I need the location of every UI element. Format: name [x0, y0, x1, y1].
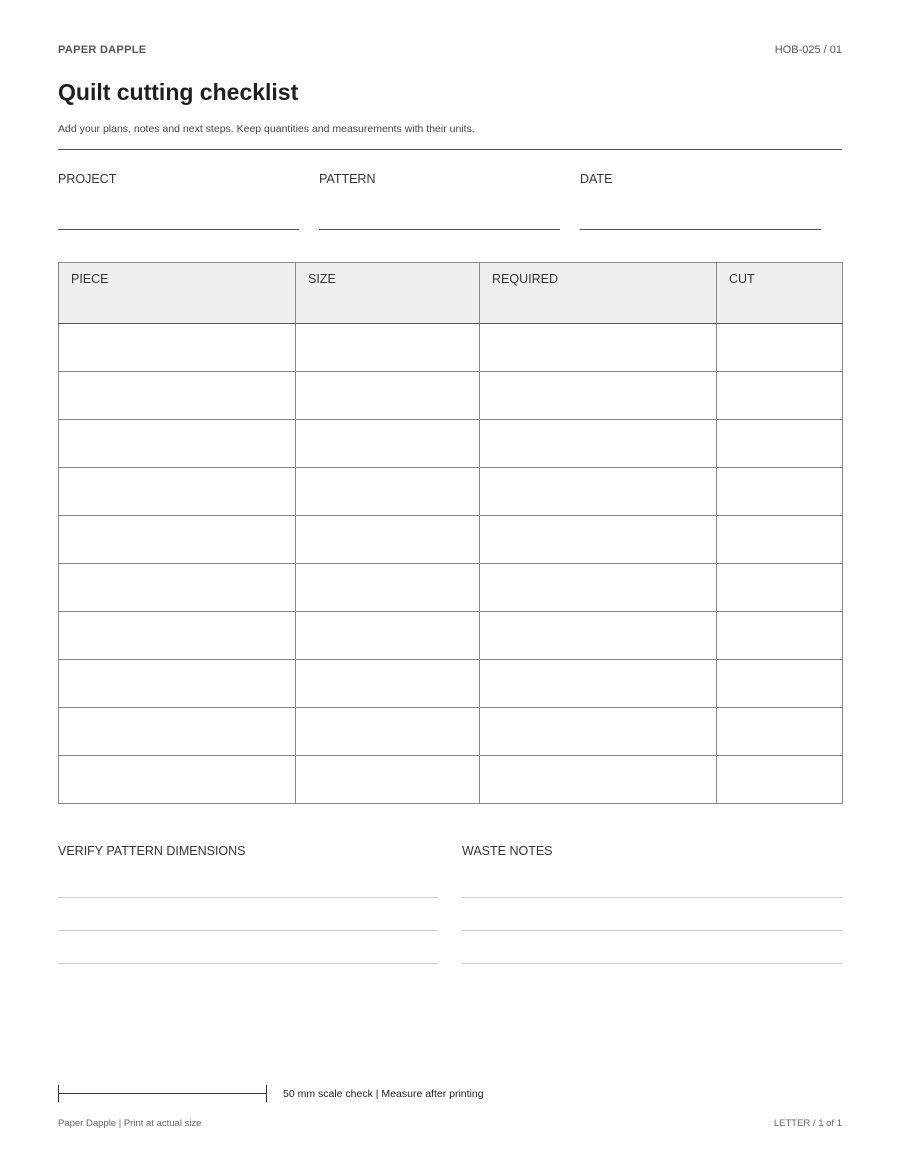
size-cell[interactable]: [296, 516, 480, 564]
size-cell[interactable]: [296, 660, 480, 708]
cut-cell[interactable]: [717, 420, 843, 468]
piece-cell[interactable]: [59, 324, 296, 372]
size-cell[interactable]: [296, 564, 480, 612]
size-cell[interactable]: [296, 468, 480, 516]
table-body: [59, 324, 843, 804]
cut-cell[interactable]: [717, 564, 843, 612]
document-id: HOB-025 / 01: [774, 44, 842, 56]
cut-cell[interactable]: [717, 372, 843, 420]
table-row: [59, 708, 843, 756]
size-cell[interactable]: [296, 708, 480, 756]
piece-cell[interactable]: [59, 660, 296, 708]
required-cell[interactable]: [480, 372, 717, 420]
scale-tick-end: [266, 1085, 267, 1102]
waste-note-line[interactable]: [462, 930, 842, 931]
cut-cell[interactable]: [717, 468, 843, 516]
cut-cell[interactable]: [717, 324, 843, 372]
project-field[interactable]: [58, 229, 299, 230]
size-cell[interactable]: [296, 612, 480, 660]
cut-cell[interactable]: [717, 756, 843, 804]
scale-tick-start: [58, 1085, 59, 1102]
column-header-size: SIZE: [296, 263, 480, 324]
size-cell[interactable]: [296, 324, 480, 372]
table-header-row: [59, 263, 843, 324]
date-label: DATE: [580, 172, 613, 186]
waste-note-line[interactable]: [462, 963, 842, 964]
required-cell[interactable]: [480, 420, 717, 468]
piece-cell[interactable]: [59, 708, 296, 756]
piece-cell[interactable]: [59, 420, 296, 468]
column-header-required: REQUIRED: [480, 263, 717, 324]
table-row: [59, 516, 843, 564]
piece-cell[interactable]: [59, 612, 296, 660]
required-cell[interactable]: [480, 708, 717, 756]
page-title: Quilt cutting checklist: [58, 79, 299, 105]
required-cell[interactable]: [480, 564, 717, 612]
date-field[interactable]: [580, 229, 821, 230]
verify-note-line[interactable]: [58, 963, 438, 964]
waste-notes-label: WASTE NOTES: [462, 844, 553, 858]
required-cell[interactable]: [480, 612, 717, 660]
scale-bar: [58, 1093, 267, 1094]
cutting-table: [58, 262, 843, 804]
table-row: [59, 660, 843, 708]
project-label: PROJECT: [58, 172, 117, 186]
brand-name: PAPER DAPPLE: [58, 44, 147, 56]
table-row: [59, 756, 843, 804]
cut-cell[interactable]: [717, 708, 843, 756]
required-cell[interactable]: [480, 516, 717, 564]
cut-cell[interactable]: [717, 660, 843, 708]
cut-cell[interactable]: [717, 516, 843, 564]
verify-note-line[interactable]: [58, 930, 438, 931]
required-cell[interactable]: [480, 324, 717, 372]
required-cell[interactable]: [480, 660, 717, 708]
piece-cell[interactable]: [59, 564, 296, 612]
size-cell[interactable]: [296, 756, 480, 804]
table-row: [59, 612, 843, 660]
size-cell[interactable]: [296, 372, 480, 420]
verify-note-line[interactable]: [58, 897, 438, 898]
header-divider: [58, 149, 842, 150]
scale-check-text: 50 mm scale check | Measure after printing: [283, 1088, 484, 1100]
size-cell[interactable]: [296, 420, 480, 468]
table-row: [59, 468, 843, 516]
table-row: [59, 372, 843, 420]
piece-cell[interactable]: [59, 372, 296, 420]
table-row: [59, 324, 843, 372]
table-row: [59, 420, 843, 468]
piece-cell[interactable]: [59, 756, 296, 804]
footer-right: LETTER / 1 of 1: [773, 1118, 842, 1129]
pattern-label: PATTERN: [319, 172, 376, 186]
waste-note-line[interactable]: [462, 897, 842, 898]
required-cell[interactable]: [480, 756, 717, 804]
piece-cell[interactable]: [59, 468, 296, 516]
column-header-piece: PIECE: [59, 263, 296, 324]
required-cell[interactable]: [480, 468, 717, 516]
cut-cell[interactable]: [717, 612, 843, 660]
verify-dimensions-label: VERIFY PATTERN DIMENSIONS: [58, 844, 246, 858]
pattern-field[interactable]: [319, 229, 560, 230]
table-row: [59, 564, 843, 612]
column-header-cut: CUT: [717, 263, 843, 324]
footer-left: Paper Dapple | Print at actual size: [58, 1118, 202, 1129]
piece-cell[interactable]: [59, 516, 296, 564]
page-subtitle: Add your plans, notes and next steps. Keep quantities and measurements with their units.: [58, 123, 475, 135]
